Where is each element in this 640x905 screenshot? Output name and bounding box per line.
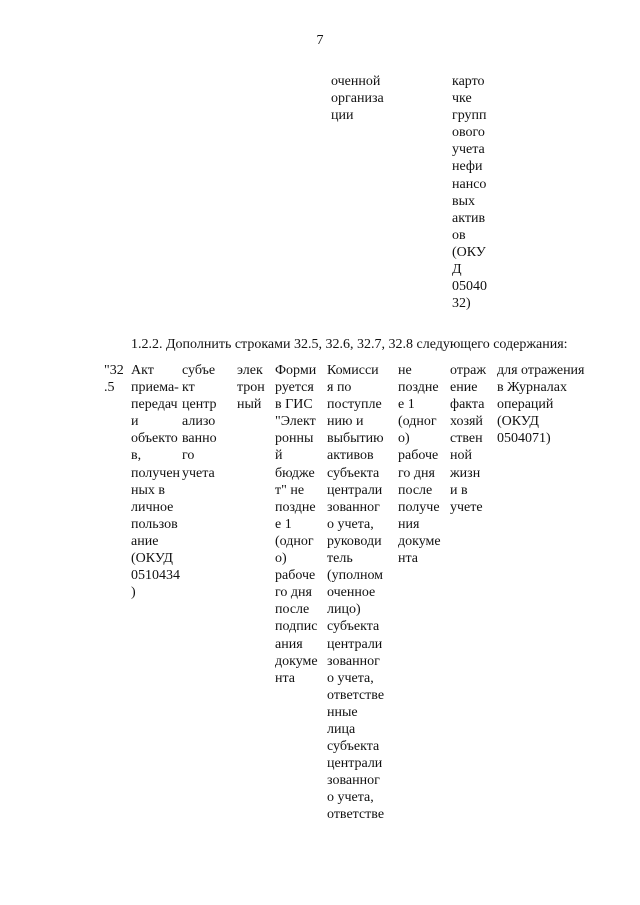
cell-line: (одног	[398, 414, 437, 430]
responsible-entity-cell	[182, 362, 217, 482]
journal-cell	[497, 362, 585, 447]
cell-line: о учета,	[327, 516, 374, 532]
cell-line: кт	[182, 380, 195, 396]
cell-line: о учета,	[327, 790, 374, 806]
cell-line: операций	[497, 397, 554, 413]
cell-line: го дня	[275, 585, 312, 601]
cell-line: 0504071)	[497, 431, 551, 447]
cell-line: субъе	[182, 363, 216, 378]
cell-line: о)	[275, 551, 287, 567]
cell-line: и	[131, 414, 139, 430]
cell-line: Форми	[275, 363, 317, 378]
card-column-continued	[452, 73, 487, 312]
cell-line: ния	[398, 516, 420, 532]
cell-line: хозяй	[450, 414, 483, 430]
cell-line: ванно	[182, 431, 217, 447]
cell-line: ной	[450, 448, 472, 464]
cell-line: бюдже	[275, 465, 315, 481]
cell-line: о учета,	[327, 670, 374, 686]
cell-line: (одног	[275, 533, 314, 549]
cell-line: поздне	[275, 499, 316, 515]
cell-line: Д	[452, 262, 462, 278]
cell-line: Комисси	[327, 363, 379, 378]
cell-line: .5	[104, 380, 115, 396]
cell-line: ания	[275, 636, 303, 652]
cell-line: активов	[327, 448, 374, 464]
cell-line: трон	[237, 380, 265, 396]
formation-cell	[275, 362, 318, 687]
cell-line: нефи	[452, 159, 483, 175]
cell-line: факта	[450, 397, 485, 413]
cell-line: ание	[131, 533, 159, 549]
cell-line: учета	[182, 465, 215, 481]
cell-line: нансо	[452, 176, 487, 192]
cell-line: "32	[104, 363, 124, 378]
cell-line: рабоче	[398, 448, 439, 464]
cell-line: лица	[327, 721, 356, 737]
cell-line: тель	[327, 551, 353, 567]
cell-line: централи	[327, 482, 383, 498]
org-column-continued	[331, 73, 384, 124]
cell-line: докуме	[275, 653, 318, 669]
cell-line: е 1	[275, 516, 292, 532]
cell-line: приема-	[131, 380, 179, 396]
cell-line: в Журналах	[497, 380, 567, 396]
cell-line: го	[182, 448, 195, 464]
cell-line: централи	[327, 636, 383, 652]
cell-line: централи	[327, 756, 383, 772]
cell-line: выбытию	[327, 431, 384, 447]
cell-line: о)	[398, 431, 410, 447]
form-type-cell	[237, 362, 265, 413]
cell-line: ции	[331, 108, 354, 124]
cell-line: нта	[398, 551, 418, 567]
cell-line: учета	[452, 142, 485, 158]
cell-line: нию и	[327, 414, 364, 430]
cell-line: ового	[452, 125, 485, 141]
cell-line: в ГИС	[275, 397, 313, 413]
page-number: 7	[316, 33, 324, 48]
cell-line: (ОКУД	[131, 551, 173, 567]
cell-line: оченной	[331, 74, 381, 89]
cell-line: т" не	[275, 482, 305, 498]
cell-line: подпис	[275, 619, 318, 635]
cell-line: зованног	[327, 653, 380, 669]
cell-line: е 1	[398, 397, 415, 413]
cell-line: не	[398, 363, 412, 378]
document-name-cell	[131, 362, 180, 601]
cell-line: организа	[331, 91, 384, 107]
cell-line: субъекта	[327, 739, 380, 755]
cell-line: получен	[131, 465, 181, 481]
cell-line: ронны	[275, 431, 314, 447]
cell-line: Акт	[131, 363, 154, 378]
cell-line: после	[398, 482, 433, 498]
deadline-cell	[398, 362, 441, 567]
cell-line: субъекта	[327, 465, 380, 481]
cell-line: лицо)	[327, 602, 361, 618]
cell-line: для отражения	[497, 363, 585, 378]
cell-line: ализо	[182, 414, 216, 430]
cell-line: поздне	[398, 380, 439, 396]
cell-line: 05040	[452, 279, 487, 295]
cell-line: (ОКУД	[497, 414, 539, 430]
row-code-cell	[104, 362, 124, 396]
cell-line: актив	[452, 210, 486, 226]
cell-line: ный	[237, 397, 262, 413]
cell-line: руководи	[327, 533, 382, 549]
cell-line: го дня	[398, 465, 435, 481]
cell-line: 32)	[452, 296, 471, 312]
cell-line: субъекта	[327, 619, 380, 635]
purpose-cell	[450, 362, 486, 516]
cell-line: чке	[452, 91, 472, 107]
cell-line: жизн	[450, 465, 481, 481]
cell-line: вых	[452, 193, 476, 209]
signers-cell	[327, 362, 384, 824]
cell-line: элек	[237, 363, 263, 378]
cell-line: ение	[450, 380, 478, 396]
cell-line: нта	[275, 670, 295, 686]
cell-line: (ОКУ	[452, 244, 486, 260]
cell-line: ответстве	[327, 807, 385, 823]
cell-line: карто	[452, 74, 485, 89]
cell-line: докуме	[398, 533, 441, 549]
cell-line: зованног	[327, 499, 380, 515]
cell-line: и в	[450, 482, 468, 498]
cell-line: получе	[398, 499, 440, 515]
cell-line: руется	[275, 380, 314, 396]
cell-line: (уполном	[327, 568, 384, 584]
cell-line: передач	[131, 397, 178, 413]
cell-line: оченное	[327, 585, 376, 601]
cell-line: "Элект	[275, 414, 316, 430]
cell-line: учете	[450, 499, 483, 515]
cell-line: поступле	[327, 397, 382, 413]
cell-line: ответстве	[327, 687, 385, 703]
cell-line: рабоче	[275, 568, 316, 584]
cell-line: отраж	[450, 363, 486, 378]
amendment-paragraph: 1.2.2. Дополнить строками 32.5, 32.6, 32.7, 32.8 следующего содержания:	[131, 337, 568, 352]
cell-line: ов	[452, 227, 466, 243]
cell-line: групп	[452, 108, 487, 124]
cell-line: пользов	[131, 516, 178, 532]
cell-line: объекто	[131, 431, 178, 447]
cell-line: после	[275, 602, 310, 618]
cell-line: ных в	[131, 482, 166, 498]
cell-line: ствен	[450, 431, 483, 447]
cell-line: й	[275, 448, 283, 464]
cell-line: центр	[182, 397, 217, 413]
cell-line: 0510434	[131, 568, 180, 584]
cell-line: я по	[327, 380, 352, 396]
cell-line: нные	[327, 704, 358, 720]
cell-line: в,	[131, 448, 142, 464]
cell-line: зованног	[327, 773, 380, 789]
cell-line: )	[131, 585, 136, 601]
cell-line: личное	[131, 499, 174, 515]
